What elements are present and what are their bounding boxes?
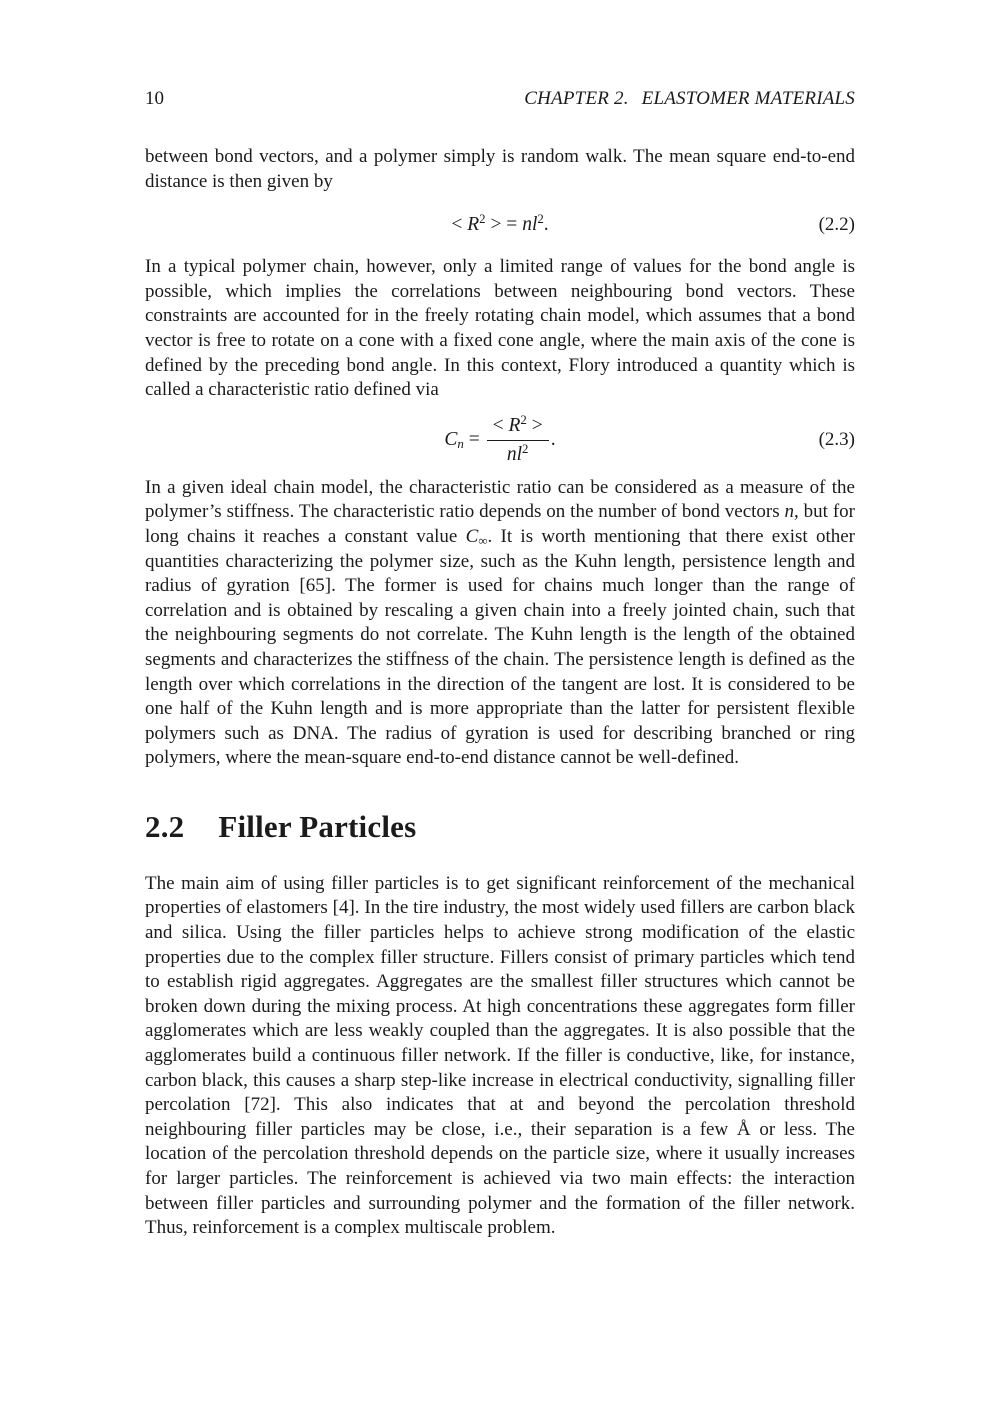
text-run: , but for long chains it reaches a constant value bbox=[145, 501, 855, 547]
equation-2-3-number: (2.3) bbox=[818, 429, 855, 451]
fraction-denominator: $nl^2$ bbox=[487, 440, 549, 466]
equation-2-2 bbox=[145, 211, 855, 239]
equation-2-3-lhs: Cn = bbox=[444, 428, 485, 451]
chapter-label: CHAPTER 2. bbox=[524, 88, 629, 109]
page-number: 10 bbox=[145, 88, 164, 109]
chapter-running-title bbox=[524, 88, 855, 110]
section-number: 2.2 bbox=[145, 808, 185, 844]
variable-n: n bbox=[784, 501, 795, 523]
text-run: In a given ideal chain model, the characteristic ratio can be considered as a measure of the polymer’s stiffness. The characteristic ratio depends on the number of bond vectors bbox=[145, 476, 855, 523]
paragraph-random-walk: between bond vectors, and a polymer simply is random walk. The mean square end-to-end distance is then given by bbox=[145, 146, 855, 192]
fraction bbox=[487, 412, 549, 466]
equation-2-3-period: . bbox=[550, 428, 556, 450]
variable-C-infinity: C bbox=[465, 525, 479, 547]
equation-2-3-body bbox=[444, 412, 556, 466]
running-header bbox=[145, 88, 855, 110]
equation-2-3 bbox=[145, 412, 855, 466]
equation-2-2-number: (2.2) bbox=[818, 214, 855, 236]
text-run: . It is worth mentioning that there exist other quantities characterizing the polymer size, such as the Kuhn length, persistence length and radius of gyration [65]. The former is used for chains much longer than the range of correlation and is obtained by rescaling a given chain into a freely jointed chain, such that the neighbouring segments do not correlate. The Kuhn length is the length of the obtained segments and characterizes the stiffness of the chain. The persistence length is defined as the length over which correlations in the direction of the tangent are lost. It is considered to be one half of the Kuhn length and is more appropriate than the latter for persistent flexible polymers such as DNA. The radius of gyration is used for describing branched or ring polymers, where the mean-square end-to-end distance cannot be well-defined. bbox=[145, 525, 855, 769]
equation-2-2-body: < $R^2$ > = $nl^2$. bbox=[451, 212, 549, 236]
section-title: Filler Particles bbox=[218, 808, 417, 844]
paragraph-freely-rotating-chain: In a typical polymer chain, however, only a limited range of values for the bond angle is possible, which implies the correlations between neighbouring bond vectors. These constraints are accounted for in the freely rotating chain model, which assumes that a bond vector is free to rotate on a cone with a fixed cone angle, where the main axis of the cone is defined by the preceding bond angle. In this context, Flory introduced a quantity which is called a characteristic ratio defined via bbox=[145, 256, 855, 401]
chapter-title: ELASTOMER MATERIALS bbox=[641, 88, 855, 109]
infinity-subscript: ∞ bbox=[478, 532, 488, 548]
fraction-numerator: < $R^2$ > bbox=[492, 412, 543, 436]
section-heading-filler-particles bbox=[145, 809, 855, 845]
paragraph-characteristic-ratio bbox=[145, 476, 855, 771]
paragraph-filler-particles: The main aim of using filler particles is to get significant reinforcement of the mechanical properties of elastomers [4]. In the tire industry, the most widely used fillers are carbon black and silica. Using the filler particles helps to achieve strong modification of the elastic properties due to the complex filler structure. Fillers consist of primary particles which tend to establish rigid aggregates. Aggregates are the smallest filler structures which cannot be broken down during the mixing process. At high concentrations these aggregates form filler agglomerates which are less weakly coupled than the aggregates. It is also possible that the agglomerates build a continuous filler network. If the filler is conductive, like, for instance, carbon black, this causes a sharp step-like increase in electrical conductivity, signalling filler percolation [72]. This also indicates that at and beyond the percolation threshold neighbouring filler particles may be close, i.e., their separation is a few Å or less. The location of the percolation threshold depends on the particle size, where it usually increases for larger particles. The reinforcement is achieved via two main effects: the interaction between filler particles and surrounding polymer and the formation of the filler network. Thus, reinforcement is a complex multiscale problem. bbox=[145, 872, 855, 1239]
